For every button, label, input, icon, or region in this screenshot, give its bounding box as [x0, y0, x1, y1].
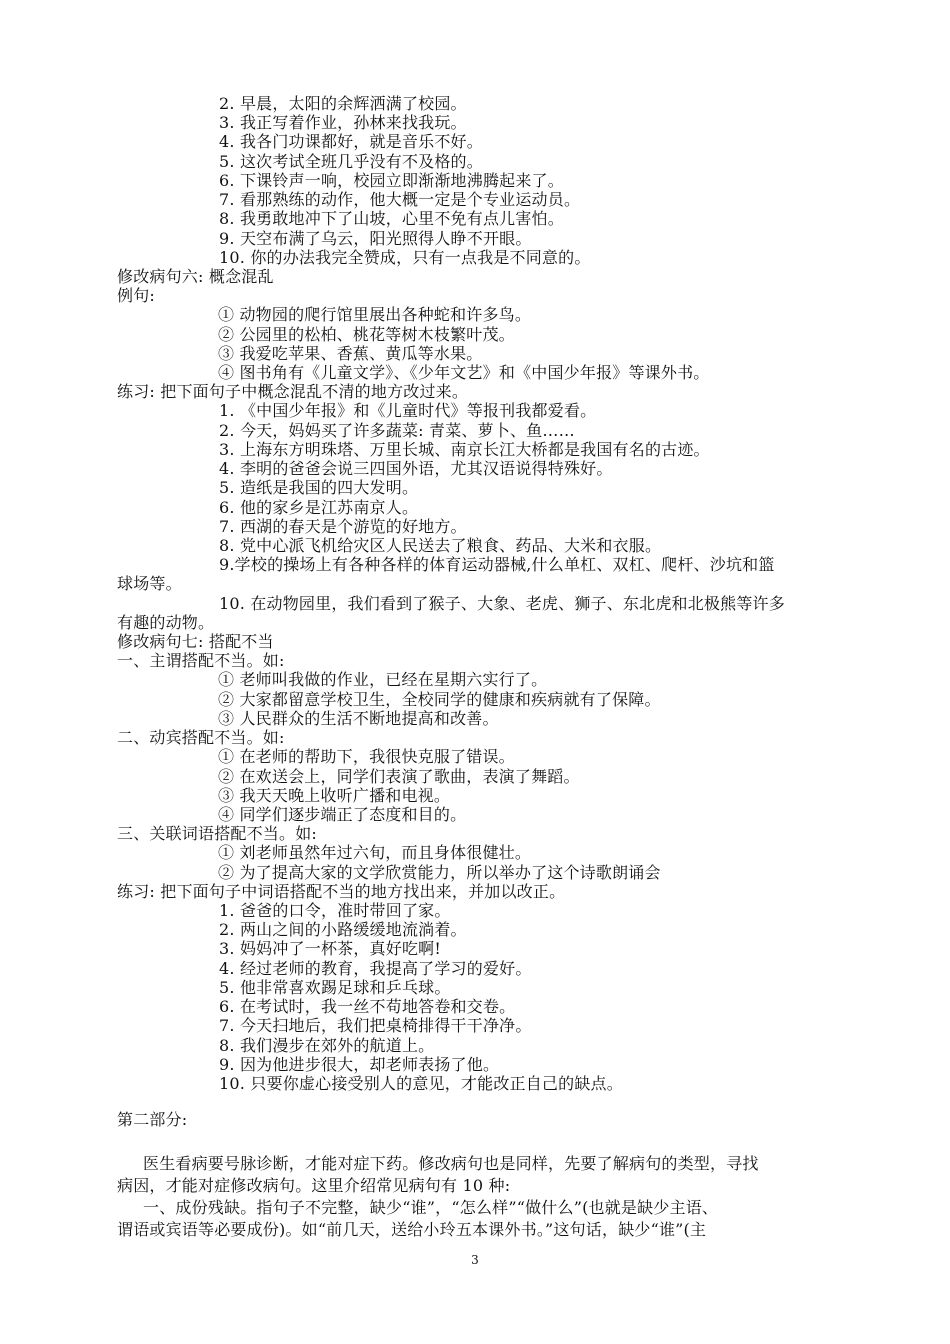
example-sentence: ② 在欢送会上，同学们表演了歌曲，表演了舞蹈。	[218, 767, 580, 786]
example-sentence: ① 动物园的爬行馆里展出各种蛇和许多鸟。	[218, 305, 532, 324]
exercise-instruction: 练习: 把下面句子中词语搭配不当的地方找出来，并加以改正。	[117, 882, 566, 901]
exercise-item-continuation: 有趣的动物。	[117, 613, 215, 632]
exercise-item-6: 6. 下课铃声一响，校园立即渐渐地沸腾起来了。	[219, 171, 564, 190]
exercise-item: 9. 因为他进步很大，却老师表扬了他。	[219, 1055, 500, 1074]
exercise-item: 2. 今天，妈妈买了许多蔬菜: 青菜、萝卜、鱼……	[219, 421, 575, 440]
subsection-heading: 一、主谓搭配不当。如:	[117, 651, 285, 670]
exercise-item: 5. 他非常喜欢踢足球和乒乓球。	[219, 978, 451, 997]
example-sentence: ① 老师叫我做的作业，已经在星期六实行了。	[218, 670, 548, 689]
exercise-item-9: 9. 天空布满了乌云，阳光照得人睁不开眼。	[219, 229, 532, 248]
exercise-item: 9.学校的操场上有各种各样的体育运动器械,什么单杠、双杠、爬杆、沙坑和篮	[219, 555, 775, 574]
exercise-item: 4. 经过老师的教育，我提高了学习的爱好。	[219, 959, 532, 978]
paragraph-line: 谓语或宾语等必要成份)。如“前几天，送给小玲五本课外书。”这句话，缺少“谁”(主	[117, 1220, 707, 1239]
example-sentence: ③ 人民群众的生活不断地提高和改善。	[218, 709, 499, 728]
exercise-item-8: 8. 我勇敢地冲下了山坡，心里不免有点儿害怕。	[219, 209, 564, 228]
exercise-item-continuation: 球场等。	[117, 574, 182, 593]
example-sentence: ① 在老师的帮助下，我很快克服了错误。	[218, 747, 515, 766]
exercise-item: 8. 我们漫步在郊外的航道上。	[219, 1036, 435, 1055]
example-sentence: ④ 图书角有《儿童文学》、《少年文艺》和《中国少年报》等课外书。	[218, 363, 710, 382]
exercise-item: 10. 只要你虚心接受别人的意见，才能改正自己的缺点。	[219, 1074, 623, 1093]
example-label: 例句:	[117, 286, 155, 305]
example-sentence: ④ 同学们逐步端正了态度和目的。	[218, 805, 467, 824]
section-heading: 修改病句七: 搭配不当	[117, 632, 274, 651]
exercise-item: 8. 党中心派飞机给灾区人民送去了粮食、药品、大米和衣服。	[219, 536, 662, 555]
part-heading: 第二部分:	[117, 1110, 188, 1129]
exercise-instruction: 练习: 把下面句子中概念混乱不清的地方改过来。	[117, 382, 469, 401]
section-heading: 修改病句六: 概念混乱	[117, 267, 274, 286]
exercise-item: 2. 两山之间的小路缓缓地流淌着。	[219, 920, 467, 939]
example-sentence: ③ 我爱吃苹果、香蕉、黄瓜等水果。	[218, 344, 483, 363]
exercise-item-5: 5. 这次考试全班几乎没有不及格的。	[219, 152, 483, 171]
paragraph-line: 病因，才能对症修改病句。这里介绍常见病句有 10 种:	[117, 1176, 511, 1195]
example-sentence: ② 大家都留意学校卫生，全校同学的健康和疾病就有了保障。	[218, 690, 661, 709]
example-sentence: ① 刘老师虽然年过六旬，而且身体很健壮。	[218, 843, 532, 862]
example-sentence: ② 公园里的松柏、桃花等树木枝繁叶茂。	[218, 325, 515, 344]
exercise-item-2: 2. 早晨，太阳的余辉洒满了校园。	[219, 94, 467, 113]
subsection-heading: 二、动宾搭配不当。如:	[117, 728, 285, 747]
example-sentence: ② 为了提高大家的文学欣赏能力，所以举办了这个诗歌朗诵会	[218, 863, 661, 882]
exercise-item-10: 10. 你的办法我完全赞成，只有一点我是不同意的。	[219, 248, 591, 267]
exercise-item-7: 7. 看那熟练的动作，他大概一定是个专业运动员。	[219, 190, 581, 209]
exercise-item: 7. 西湖的春天是个游览的好地方。	[219, 517, 467, 536]
exercise-item: 7. 今天扫地后，我们把桌椅排得干干净净。	[219, 1016, 532, 1035]
exercise-item: 3. 上海东方明珠塔、万里长城、南京长江大桥都是我国有名的古迹。	[219, 440, 710, 459]
page-number: 3	[471, 1253, 479, 1267]
exercise-item: 6. 他的家乡是江苏南京人。	[219, 498, 419, 517]
paragraph-line: 一、成份残缺。指句子不完整，缺少“谁”，“怎么样”“做什么”(也就是缺少主语、	[143, 1198, 719, 1217]
exercise-item: 4. 李明的爸爸会说三四国外语，尤其汉语说得特殊好。	[219, 459, 613, 478]
subsection-heading: 三、关联词语搭配不当。如:	[117, 824, 317, 843]
exercise-item-3: 3. 我正写着作业，孙林来找我玩。	[219, 113, 467, 132]
exercise-item: 10. 在动物园里，我们看到了猴子、大象、老虎、狮子、东北虎和北极熊等许多	[219, 594, 785, 613]
exercise-item: 5. 造纸是我国的四大发明。	[219, 478, 419, 497]
exercise-item: 1. 爸爸的口令，准时带回了家。	[219, 901, 451, 920]
exercise-item: 6. 在考试时，我一丝不苟地答卷和交卷。	[219, 997, 516, 1016]
exercise-item: 1. 《中国少年报》和《儿童时代》等报刊我都爱看。	[219, 401, 597, 420]
example-sentence: ③ 我天天晚上收听广播和电视。	[218, 786, 451, 805]
exercise-item: 3. 妈妈冲了一杯茶，真好吃啊!	[219, 939, 441, 958]
paragraph-line: 医生看病要号脉诊断，才能对症下药。修改病句也是同样，先要了解病句的类型，寻找	[143, 1154, 759, 1173]
exercise-item-4: 4. 我各门功课都好，就是音乐不好。	[219, 132, 483, 151]
